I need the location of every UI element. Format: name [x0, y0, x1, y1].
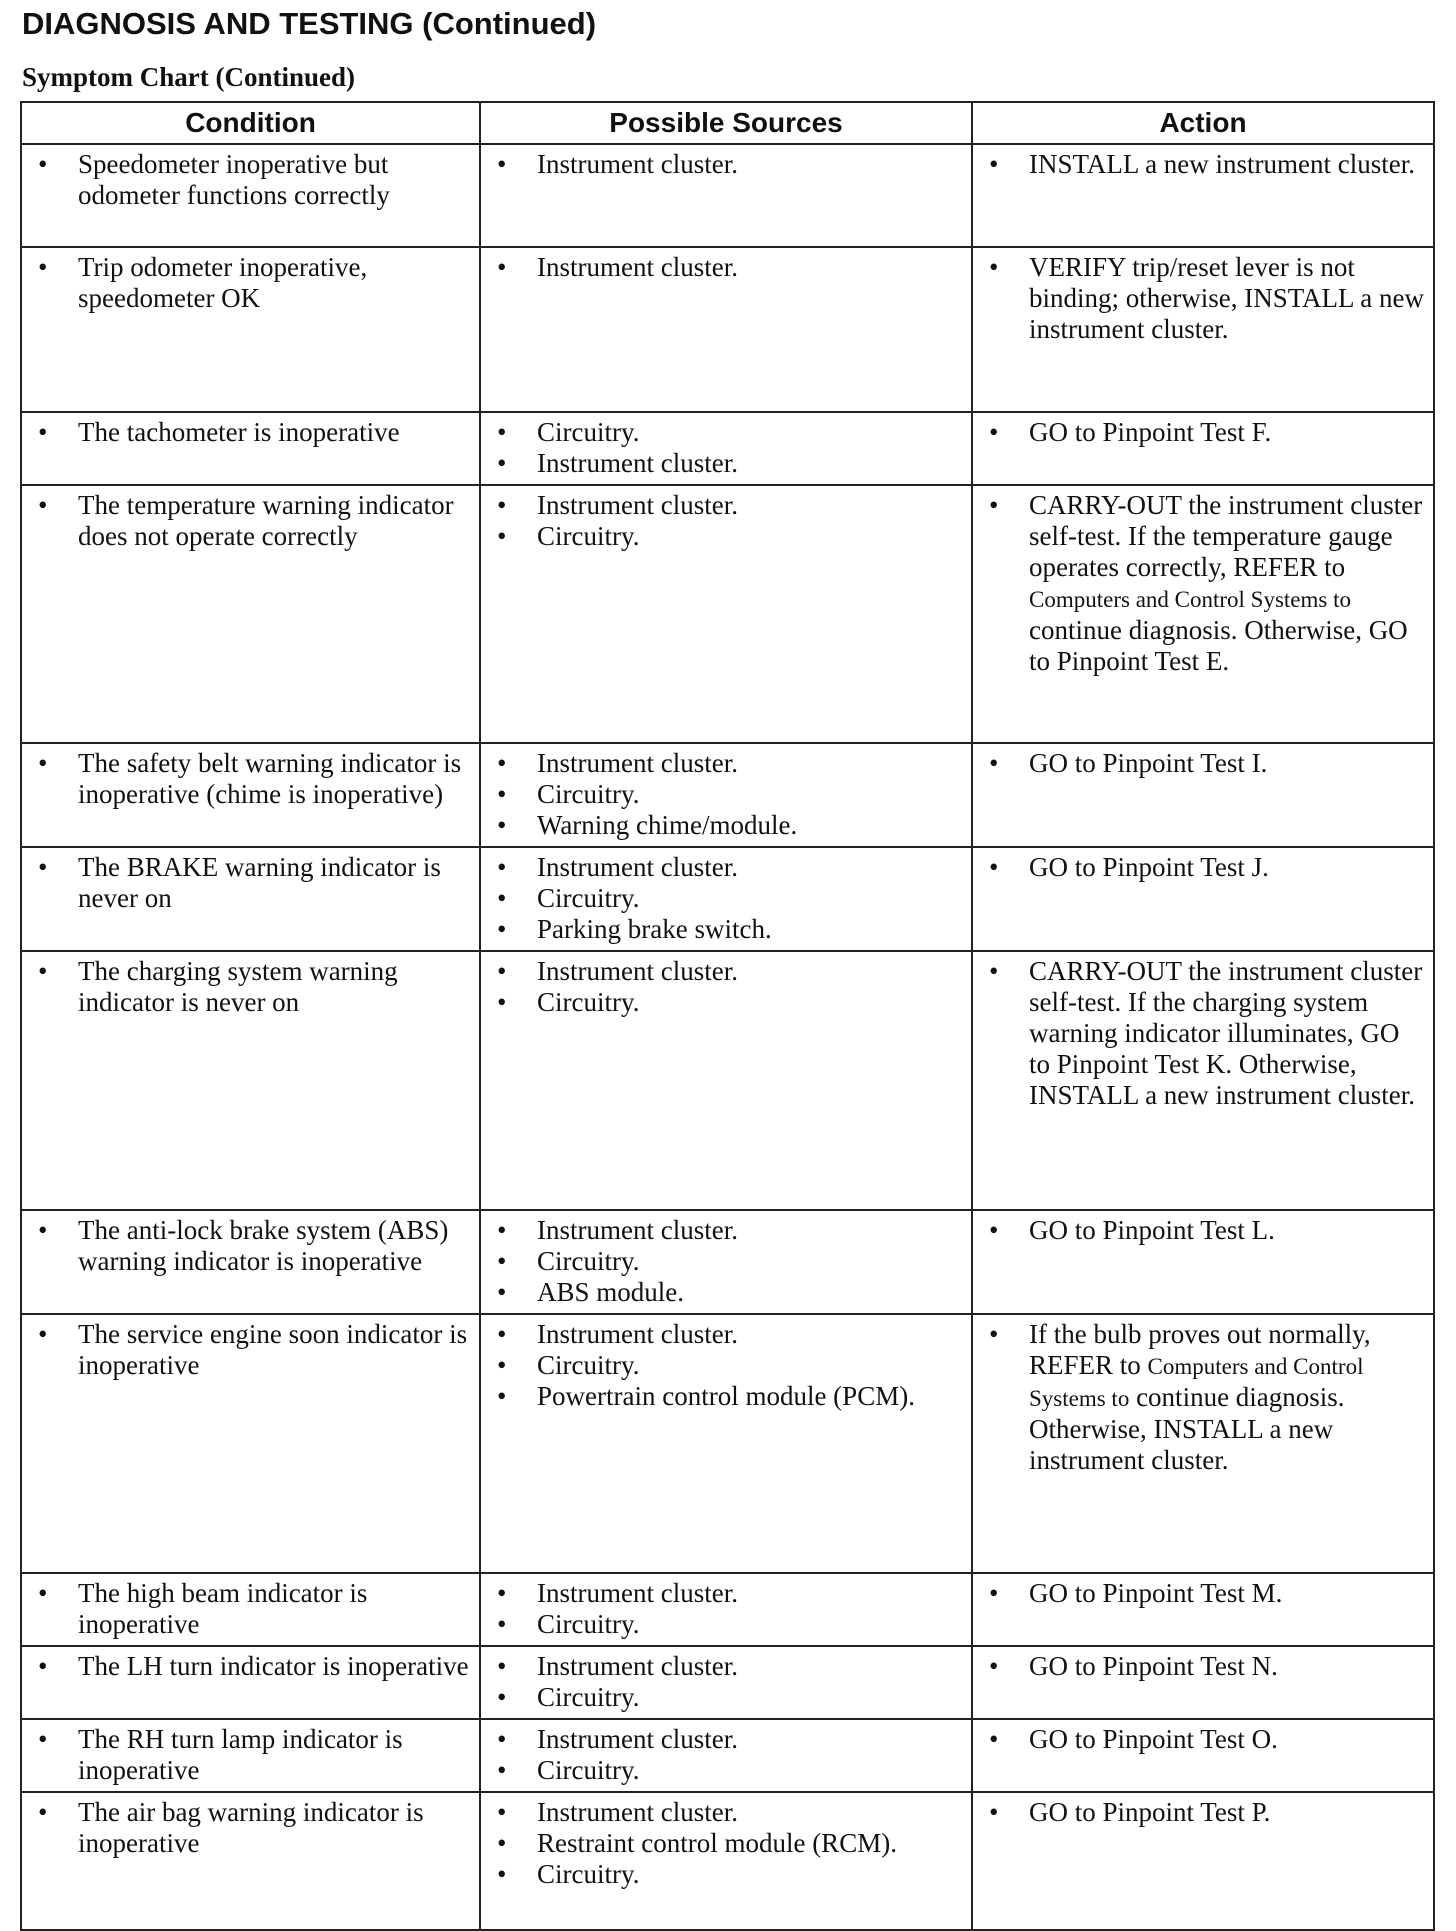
- action-cell: [972, 1719, 1434, 1792]
- source-item: • Powertrain control module (PCM).: [493, 1381, 963, 1412]
- condition-cell: [21, 847, 480, 951]
- source-item: • ABS module.: [493, 1277, 963, 1308]
- action-text: [985, 748, 1425, 779]
- action-text-part: GO to Pinpoint Test F.: [1029, 417, 1272, 447]
- action-text-part: INSTALL a new instrument cluster.: [1029, 149, 1416, 179]
- condition-text: • The BRAKE warning indicator is never on: [34, 852, 471, 914]
- table-header-row: [21, 102, 1434, 144]
- page: [20, 0, 1436, 1889]
- table-row: [21, 1573, 1434, 1646]
- action-text-part: GO to Pinpoint Test O.: [1029, 1724, 1278, 1754]
- action-text: [985, 1724, 1425, 1755]
- condition-text: • The RH turn lamp indicator is inoperative: [34, 1724, 471, 1786]
- source-item: • Circuitry.: [493, 883, 963, 914]
- action-text-part: GO to Pinpoint Test I.: [1029, 748, 1268, 778]
- table-row: [21, 1646, 1434, 1719]
- source-item: • Circuitry.: [493, 1609, 963, 1640]
- possible-sources-cell: [480, 412, 972, 485]
- symptom-chart-table: [20, 101, 1435, 1931]
- condition-cell: [21, 1210, 480, 1314]
- condition-text: • The LH turn indicator is inoperative: [34, 1651, 471, 1682]
- table-row: [21, 144, 1434, 247]
- column-header-action: Action: [972, 102, 1434, 144]
- source-item: • Instrument cluster.: [493, 252, 963, 283]
- source-item: • Instrument cluster.: [493, 1215, 963, 1246]
- source-item: • Circuitry.: [493, 1755, 963, 1786]
- action-text-part: GO to Pinpoint Test L.: [1029, 1215, 1275, 1245]
- possible-sources-cell: [480, 144, 972, 247]
- possible-sources-cell: [480, 247, 972, 412]
- source-item: • Circuitry.: [493, 1246, 963, 1277]
- action-text-part: Computers and Control Systems to: [1029, 587, 1351, 612]
- condition-text: • The service engine soon indicator is inoperative: [34, 1319, 471, 1381]
- table-row: [21, 1210, 1434, 1314]
- action-cell: [972, 1314, 1434, 1573]
- condition-text: • The high beam indicator is inoperative: [34, 1578, 471, 1640]
- source-item: • Instrument cluster.: [493, 1578, 963, 1609]
- action-text: [985, 1651, 1425, 1682]
- action-text: [985, 417, 1425, 448]
- action-text-part: continue diagnosis. Otherwise, GO to Pinpoint Test E.: [1029, 615, 1408, 676]
- action-text-part: Computers and Control Systems to: [1029, 1354, 1364, 1411]
- action-text-part: continue diagnosis. Otherwise, INSTALL a new instrument cluster.: [1029, 1382, 1345, 1475]
- source-item: • Instrument cluster.: [493, 852, 963, 883]
- action-cell: [972, 412, 1434, 485]
- action-text: [985, 252, 1425, 345]
- condition-cell: [21, 1719, 480, 1792]
- condition-cell: [21, 951, 480, 1210]
- action-text: [985, 490, 1425, 677]
- possible-sources-cell: [480, 743, 972, 847]
- page-title: DIAGNOSIS AND TESTING (Continued): [22, 6, 597, 41]
- action-text: [985, 1215, 1425, 1246]
- condition-cell: [21, 1792, 480, 1930]
- action-text: [985, 1319, 1425, 1476]
- table-row: [21, 951, 1434, 1210]
- table-row: [21, 247, 1434, 412]
- source-item: • Circuitry.: [493, 987, 963, 1018]
- condition-cell: [21, 1314, 480, 1573]
- action-text-part: CARRY-OUT the instrument cluster self-test. If the charging system warning indicator illuminates, GO to Pinpoint Test K. Otherwise, INSTALL a new instrument cluster.: [1029, 956, 1423, 1110]
- source-item: • Circuitry.: [493, 1682, 963, 1713]
- condition-cell: [21, 247, 480, 412]
- source-item: • Instrument cluster.: [493, 748, 963, 779]
- condition-cell: [21, 1573, 480, 1646]
- table-row: [21, 1792, 1434, 1930]
- condition-cell: [21, 1646, 480, 1719]
- table-row: [21, 485, 1434, 743]
- source-item: • Circuitry.: [493, 521, 963, 552]
- table-row: [21, 847, 1434, 951]
- column-header-condition: Condition: [21, 102, 480, 144]
- action-text-part: GO to Pinpoint Test J.: [1029, 852, 1269, 882]
- possible-sources-cell: [480, 1314, 972, 1573]
- action-text: [985, 956, 1425, 1111]
- condition-cell: [21, 144, 480, 247]
- condition-text: • The charging system warning indicator is never on: [34, 956, 471, 1018]
- condition-text: • The tachometer is inoperative: [34, 417, 471, 448]
- action-text: [985, 149, 1425, 180]
- condition-cell: [21, 412, 480, 485]
- source-item: • Circuitry.: [493, 417, 963, 448]
- table-row: [21, 1314, 1434, 1573]
- action-cell: [972, 1210, 1434, 1314]
- source-item: • Instrument cluster.: [493, 1797, 963, 1828]
- action-cell: [972, 485, 1434, 743]
- source-item: • Instrument cluster.: [493, 490, 963, 521]
- source-item: • Restraint control module (RCM).: [493, 1828, 963, 1859]
- table-row: [21, 412, 1434, 485]
- possible-sources-cell: [480, 485, 972, 743]
- possible-sources-cell: [480, 1719, 972, 1792]
- source-item: • Circuitry.: [493, 779, 963, 810]
- source-item: • Instrument cluster.: [493, 1651, 963, 1682]
- action-cell: [972, 743, 1434, 847]
- condition-text: • The safety belt warning indicator is inoperative (chime is inoperative): [34, 748, 471, 810]
- source-item: • Instrument cluster.: [493, 448, 963, 479]
- source-item: • Instrument cluster.: [493, 1319, 963, 1350]
- action-cell: [972, 951, 1434, 1210]
- action-text-part: VERIFY trip/reset lever is not binding; otherwise, INSTALL a new instrument cluster.: [1029, 252, 1425, 344]
- condition-text: • Speedometer inoperative but odometer functions correctly: [34, 149, 471, 211]
- source-item: • Instrument cluster.: [493, 1724, 963, 1755]
- action-text-part: GO to Pinpoint Test M.: [1029, 1578, 1283, 1608]
- action-cell: [972, 1573, 1434, 1646]
- condition-cell: [21, 485, 480, 743]
- page-subtitle: Symptom Chart (Continued): [22, 62, 356, 92]
- action-text: [985, 1797, 1425, 1828]
- action-text-part: If the bulb proves out normally, REFER to: [1029, 1319, 1371, 1380]
- action-text-part: CARRY-OUT the instrument cluster self-test. If the temperature gauge operates correctly, REFER to: [1029, 490, 1423, 582]
- condition-text: • The temperature warning indicator does not operate correctly: [34, 490, 471, 552]
- condition-text: • Trip odometer inoperative, speedometer OK: [34, 252, 471, 314]
- action-text: [985, 852, 1425, 883]
- table-body: [21, 144, 1434, 1930]
- action-text-part: GO to Pinpoint Test P.: [1029, 1797, 1271, 1827]
- possible-sources-cell: [480, 847, 972, 951]
- source-item: • Instrument cluster.: [493, 149, 963, 180]
- action-text: [985, 1578, 1425, 1609]
- source-item: • Warning chime/module.: [493, 810, 963, 841]
- condition-cell: [21, 743, 480, 847]
- source-item: • Circuitry.: [493, 1350, 963, 1381]
- table-row: [21, 743, 1434, 847]
- action-cell: [972, 1646, 1434, 1719]
- possible-sources-cell: [480, 1210, 972, 1314]
- action-cell: [972, 144, 1434, 247]
- action-cell: [972, 247, 1434, 412]
- possible-sources-cell: [480, 1573, 972, 1646]
- possible-sources-cell: [480, 1792, 972, 1930]
- possible-sources-cell: [480, 951, 972, 1210]
- column-header-possible-sources: Possible Sources: [480, 102, 972, 144]
- action-cell: [972, 1792, 1434, 1930]
- possible-sources-cell: [480, 1646, 972, 1719]
- condition-text: • The anti-lock brake system (ABS) warning indicator is inoperative: [34, 1215, 471, 1277]
- source-item: • Circuitry.: [493, 1859, 963, 1890]
- source-item: • Parking brake switch.: [493, 914, 963, 945]
- action-cell: [972, 847, 1434, 951]
- source-item: • Instrument cluster.: [493, 956, 963, 987]
- table-row: [21, 1719, 1434, 1792]
- condition-text: • The air bag warning indicator is inoperative: [34, 1797, 471, 1859]
- action-text-part: GO to Pinpoint Test N.: [1029, 1651, 1278, 1681]
